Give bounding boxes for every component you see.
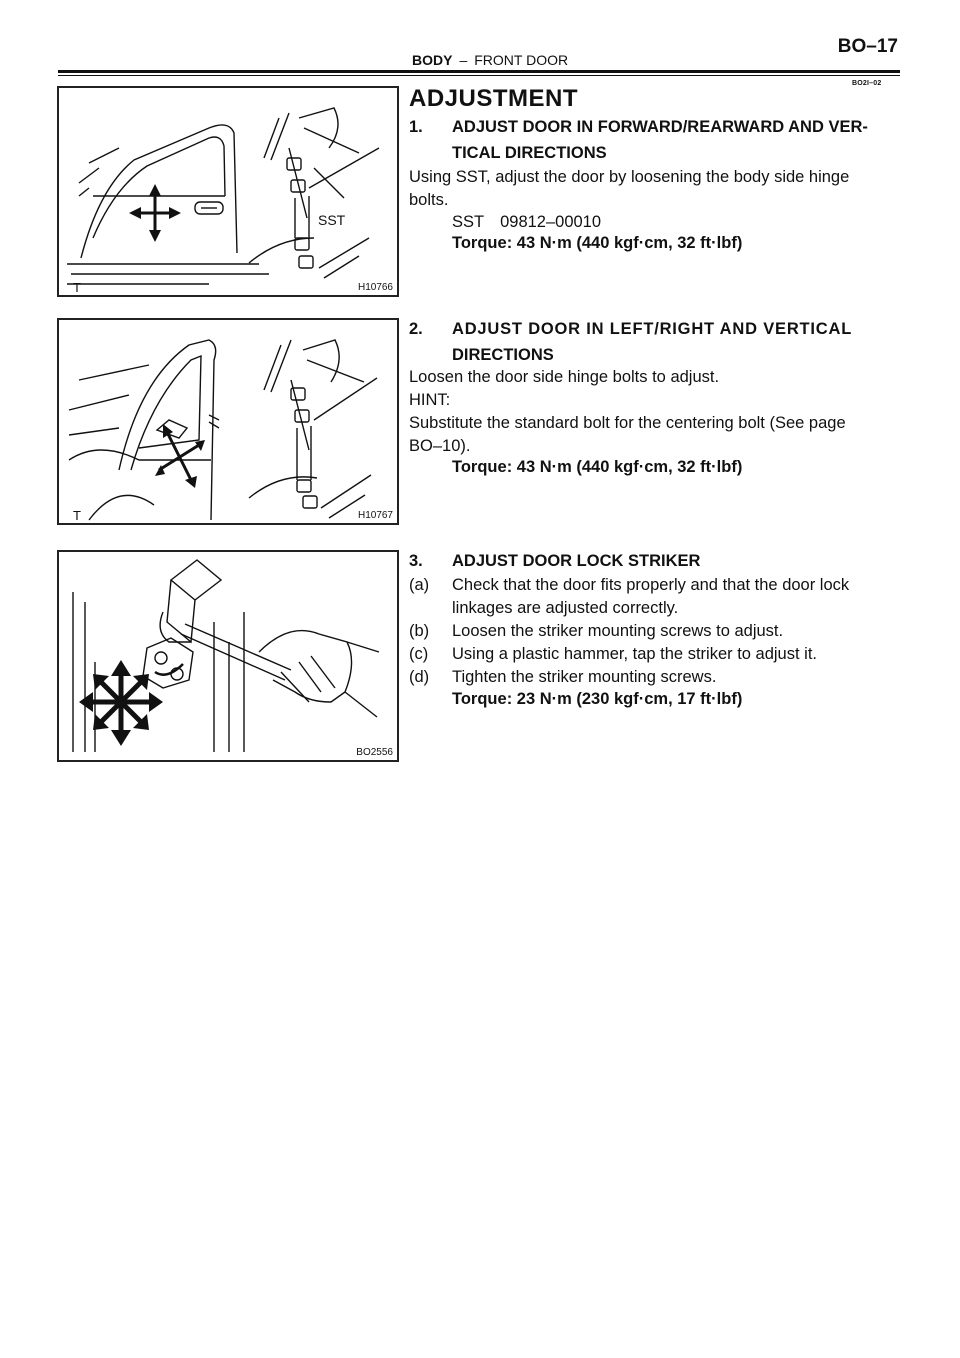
item-label: (c) — [409, 645, 429, 663]
door-hinge-illustration-2 — [59, 320, 397, 523]
sst-number: 09812–00010 — [500, 213, 602, 231]
step-3-heading — [409, 548, 909, 574]
figure-corner-label: T — [73, 508, 81, 523]
header-subsection: FRONT DOOR — [474, 52, 569, 68]
item-text-line2: linkages are adjusted correctly. — [452, 599, 679, 617]
step-number: 1. — [409, 118, 423, 136]
section-title: ADJUSTMENT — [409, 85, 579, 112]
figure-door-left-right — [57, 318, 399, 525]
striker-hammer-illustration — [59, 552, 397, 760]
step-3-item-c — [409, 643, 909, 666]
sst-callout: SST — [318, 212, 346, 228]
step-1-heading — [409, 114, 909, 166]
step-heading-line1: ADJUST DOOR IN FORWARD/REARWARD AND VER- — [452, 118, 868, 136]
header-section: BODY — [412, 52, 453, 68]
step-2-torque: Torque: 43 N·m (440 kgf·cm, 32 ft·lbf) — [452, 458, 743, 476]
item-label: (a) — [409, 576, 430, 594]
hint-line2: BO–10). — [409, 437, 471, 455]
step-2-heading — [409, 316, 909, 368]
figure-code: H10767 — [357, 510, 393, 521]
step-number: 2. — [409, 320, 423, 338]
step-3-item-d — [409, 666, 909, 689]
step-2-body-line: Loosen the door side hinge bolts to adjust. — [409, 368, 720, 386]
step-number: 3. — [409, 552, 423, 570]
step-heading-line1: ADJUST DOOR LOCK STRIKER — [452, 552, 701, 570]
header-separator: – — [459, 52, 468, 68]
figure-corner-label: T — [73, 280, 81, 295]
sst-label: SST — [452, 213, 485, 231]
step-3-torque: Torque: 23 N·m (230 kgf·cm, 17 ft·lbf) — [452, 690, 743, 708]
step-heading-line1: ADJUST DOOR IN LEFT/RIGHT AND VERTICAL — [452, 320, 853, 338]
figure-code: BO2556 — [356, 747, 393, 758]
item-text-line1: Using a plastic hammer, tap the striker to adjust it. — [452, 645, 817, 663]
item-label: (d) — [409, 668, 430, 686]
step-1-body-line2: bolts. — [409, 191, 449, 209]
item-text-line1: Loosen the striker mounting screws to adjust. — [452, 622, 784, 640]
step-2-body — [409, 366, 903, 458]
step-heading-line2: TICAL DIRECTIONS — [452, 144, 607, 162]
item-text-line1: Tighten the striker mounting screws. — [452, 668, 717, 686]
door-hinge-illustration — [59, 88, 397, 295]
page-number: BO–17 — [837, 36, 898, 57]
running-header — [412, 52, 568, 68]
figure-code: H10766 — [357, 282, 393, 293]
step-1-torque: Torque: 43 N·m (440 kgf·cm, 32 ft·lbf) — [452, 234, 743, 252]
hint-line1: Substitute the standard bolt for the centering bolt (See page — [409, 414, 846, 432]
header-rule-thin — [58, 75, 900, 76]
hint-label: HINT: — [409, 391, 451, 409]
item-label: (b) — [409, 622, 430, 640]
figure-door-lock-striker — [57, 550, 399, 762]
figure-door-forward-rearward — [57, 86, 399, 297]
step-heading-line2: DIRECTIONS — [452, 346, 554, 364]
step-3-item-a — [409, 574, 909, 620]
document-code: BO2I–02 — [852, 80, 882, 87]
item-text-line1: Check that the door fits properly and that the door lock — [452, 576, 850, 594]
step-3-item-b — [409, 620, 909, 643]
step-1-body — [409, 166, 903, 212]
step-1-body-line1: Using SST, adjust the door by loosening the body side hinge — [409, 168, 850, 186]
header-rule — [58, 70, 900, 73]
sst-reference — [452, 211, 852, 234]
